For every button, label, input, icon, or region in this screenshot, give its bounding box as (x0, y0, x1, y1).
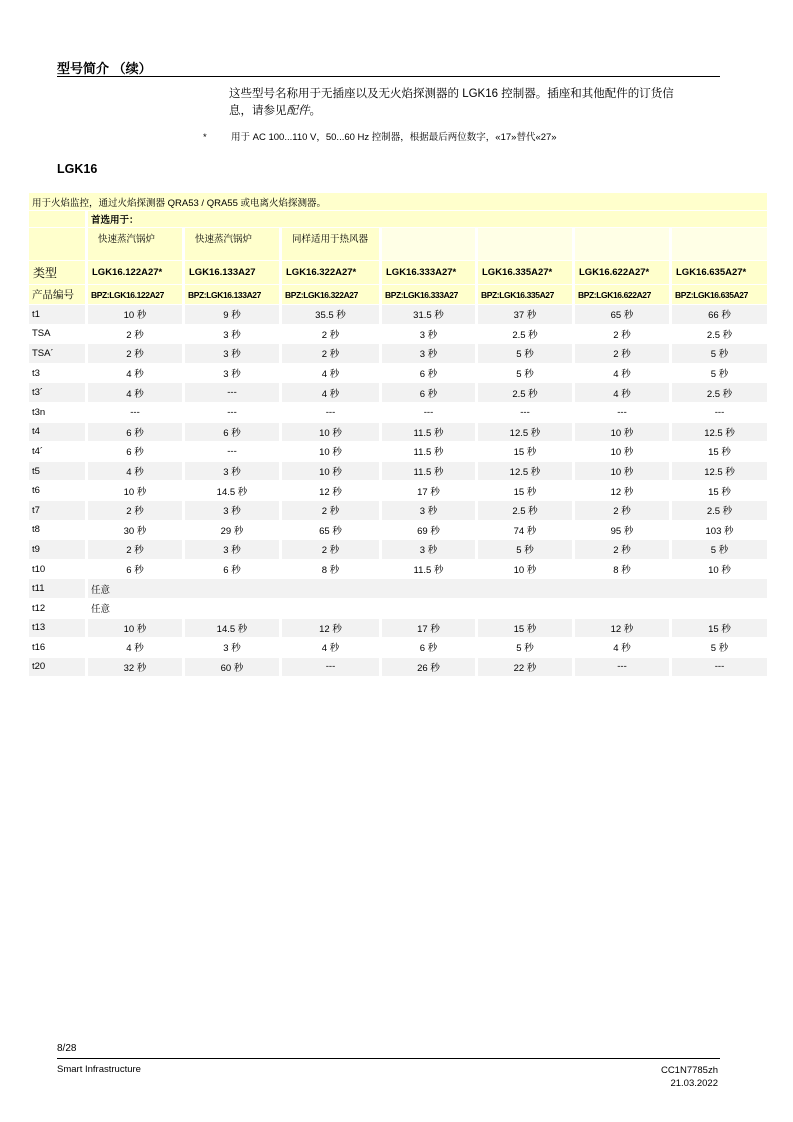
table-cell: 2 秒 (282, 344, 382, 364)
table-cell: 5 秒 (478, 540, 575, 560)
table-cell: 26 秒 (382, 658, 478, 678)
table-row (29, 481, 767, 501)
table-row (29, 423, 767, 443)
table-cell: 3 秒 (185, 540, 282, 560)
table-cell: 12 秒 (575, 481, 672, 501)
type-cell: LGK16.622A27* (575, 261, 672, 285)
table-cell: 2.5 秒 (672, 501, 767, 521)
table-cell: 6 秒 (382, 383, 478, 403)
table-cell: 12.5 秒 (672, 423, 767, 443)
table-cell: 2 秒 (88, 344, 185, 364)
table-cell: 2 秒 (88, 325, 185, 345)
table-cell: 10 秒 (575, 442, 672, 462)
table-cell: 2 秒 (575, 325, 672, 345)
table-cell: 8 秒 (282, 560, 382, 580)
table-cell: 4 秒 (575, 364, 672, 384)
table-cell: 15 秒 (672, 481, 767, 501)
table-cell: 11.5 秒 (382, 560, 478, 580)
table-row (29, 619, 767, 639)
table-cell: 8 秒 (575, 560, 672, 580)
table-cell: 29 秒 (185, 521, 282, 541)
doc-info (560, 1064, 718, 1090)
type-cell: LGK16.133A27 (185, 261, 282, 285)
table-cell: 6 秒 (382, 638, 478, 658)
row-label: TSA´ (29, 344, 88, 364)
product-cell: BPZ:LGK16.635A27 (672, 285, 767, 305)
table-cell: 15 秒 (672, 619, 767, 639)
table-cell: 5 秒 (478, 364, 575, 384)
table-cell: 17 秒 (382, 619, 478, 639)
preferred-label: 首选用于： (88, 211, 767, 228)
applications-row (29, 228, 767, 261)
row-label: t6 (29, 481, 88, 501)
table-cell: 2.5 秒 (672, 325, 767, 345)
type-cell: LGK16.635A27* (672, 261, 767, 285)
table-cell: 12.5 秒 (478, 423, 575, 443)
row-label: t16 (29, 638, 88, 658)
row-label: t13 (29, 619, 88, 639)
table-cell: 4 秒 (282, 638, 382, 658)
table-row (29, 344, 767, 364)
product-cell: BPZ:LGK16.322A27 (282, 285, 382, 305)
table-row (29, 560, 767, 580)
table-cell: --- (382, 403, 478, 423)
application-cell (478, 228, 575, 261)
product-cell: BPZ:LGK16.335A27 (478, 285, 575, 305)
table-cell: 65 秒 (282, 521, 382, 541)
table-cell: 14.5 秒 (185, 481, 282, 501)
table-cell: 2 秒 (575, 501, 672, 521)
table-cell: 3 秒 (185, 501, 282, 521)
table-row (29, 579, 767, 599)
table-row (29, 442, 767, 462)
table-cell: 95 秒 (575, 521, 672, 541)
table-cell: 30 秒 (88, 521, 185, 541)
intro-line-2-suffix: 。 (309, 105, 321, 117)
row-label: t3´ (29, 383, 88, 403)
application-cell: 快速蒸汽锅炉 (185, 228, 282, 261)
table-cell: 2 秒 (282, 325, 382, 345)
table-cell: 2.5 秒 (478, 325, 575, 345)
row-label: t4 (29, 423, 88, 443)
table-cell: --- (185, 383, 282, 403)
application-cell (382, 228, 478, 261)
title-divider (57, 76, 720, 77)
application-cell (672, 228, 767, 261)
table-cell: 6 秒 (88, 442, 185, 462)
table-cell: 10 秒 (88, 619, 185, 639)
table-cell: 4 秒 (575, 638, 672, 658)
table-cell: 31.5 秒 (382, 305, 478, 325)
type-cell: LGK16.122A27* (88, 261, 185, 285)
type-row (29, 261, 767, 285)
table-cell: 66 秒 (672, 305, 767, 325)
table-row (29, 462, 767, 482)
type-cell: LGK16.335A27* (478, 261, 575, 285)
row-label: t3 (29, 364, 88, 384)
table-cell: 5 秒 (672, 540, 767, 560)
table-cell: 3 秒 (382, 325, 478, 345)
row-label: t5 (29, 462, 88, 482)
table-cell: --- (575, 658, 672, 678)
spec-table (29, 193, 767, 677)
table-cell: --- (282, 658, 382, 678)
table-row (29, 521, 767, 541)
table-cell: --- (478, 403, 575, 423)
table-cell: 11.5 秒 (382, 462, 478, 482)
purpose-row (29, 193, 767, 211)
table-cell: 2.5 秒 (478, 383, 575, 403)
table-cell: 17 秒 (382, 481, 478, 501)
row-label: t4´ (29, 442, 88, 462)
table-cell: --- (672, 403, 767, 423)
table-cell: 3 秒 (382, 540, 478, 560)
table-cell: 9 秒 (185, 305, 282, 325)
type-cell: LGK16.322A27* (282, 261, 382, 285)
section-title: 型号简介 （续） (57, 61, 152, 76)
table-cell: 2 秒 (88, 540, 185, 560)
table-cell: 2 秒 (575, 540, 672, 560)
table-row (29, 364, 767, 384)
row-label: t9 (29, 540, 88, 560)
table-cell: --- (672, 658, 767, 678)
table-cell: 2 秒 (282, 540, 382, 560)
page-number: 8/28 (57, 1043, 77, 1054)
product-cell: BPZ:LGK16.133A27 (185, 285, 282, 305)
table-row (29, 599, 767, 619)
table-cell: 12.5 秒 (478, 462, 575, 482)
table-cell: 22 秒 (478, 658, 575, 678)
table-cell: 5 秒 (672, 364, 767, 384)
table-cell: 3 秒 (382, 344, 478, 364)
purpose-text: 用于火焰监控，通过火焰探测器 QRA53 / QRA55 或电离火焰探测器。 (29, 193, 767, 211)
row-label: t10 (29, 560, 88, 580)
table-cell: --- (282, 403, 382, 423)
table-cell: 74 秒 (478, 521, 575, 541)
table-cell: 5 秒 (478, 344, 575, 364)
table-cell: 35.5 秒 (282, 305, 382, 325)
table-cell: 65 秒 (575, 305, 672, 325)
row-label: t8 (29, 521, 88, 541)
table-cell: 14.5 秒 (185, 619, 282, 639)
table-cell: 4 秒 (282, 364, 382, 384)
table-cell: 3 秒 (382, 501, 478, 521)
table-cell: --- (185, 403, 282, 423)
table-cell: 任意 (88, 599, 767, 619)
row-label: t11 (29, 579, 88, 599)
table-cell: 11.5 秒 (382, 442, 478, 462)
row-label: t7 (29, 501, 88, 521)
blank-cell (29, 211, 88, 228)
table-cell: 4 秒 (575, 383, 672, 403)
table-cell: 15 秒 (478, 481, 575, 501)
table-row (29, 638, 767, 658)
table-cell: --- (575, 403, 672, 423)
type-label: 类型 (29, 261, 88, 285)
table-cell: 4 秒 (88, 364, 185, 384)
table-cell: 10 秒 (282, 423, 382, 443)
footnote (203, 129, 723, 143)
table-row (29, 383, 767, 403)
table-cell: 10 秒 (88, 305, 185, 325)
doc-id: CC1N7785zh (660, 1065, 718, 1076)
table-cell: 5 秒 (478, 638, 575, 658)
accessories-link[interactable]: 配件 (286, 105, 310, 117)
table-row (29, 501, 767, 521)
table-cell: 11.5 秒 (382, 423, 478, 443)
row-label: TSA (29, 325, 88, 345)
application-cell: 快速蒸汽锅炉 (88, 228, 185, 261)
table-cell: 10 秒 (478, 560, 575, 580)
application-cell (575, 228, 672, 261)
table-cell: 6 秒 (185, 560, 282, 580)
footer-divider (57, 1058, 720, 1059)
table-cell: 10 秒 (575, 423, 672, 443)
intro-line-2-prefix: 息，请参见 (229, 105, 287, 117)
table-cell: 6 秒 (185, 423, 282, 443)
row-label: t12 (29, 599, 88, 619)
table-cell: 任意 (88, 579, 767, 599)
table-cell: 60 秒 (185, 658, 282, 678)
table-cell: 4 秒 (282, 383, 382, 403)
footnote-text: 用于 AC 100...110 V，50...60 Hz 控制器，根据最后两位数字，«17»替代«27» (231, 132, 557, 143)
intro-line-1: 这些型号名称用于无插座以及无火焰探测器的 LGK16 控制器。插座和其他配件的订货信 (229, 88, 674, 100)
table-cell: --- (88, 403, 185, 423)
row-label: t3n (29, 403, 88, 423)
table-cell: 69 秒 (382, 521, 478, 541)
table-cell: 3 秒 (185, 344, 282, 364)
table-cell: 3 秒 (185, 325, 282, 345)
table-cell: 6 秒 (382, 364, 478, 384)
intro-paragraph (229, 86, 719, 120)
table-row (29, 658, 767, 678)
product-cell: BPZ:LGK16.622A27 (575, 285, 672, 305)
table-cell: 10 秒 (282, 442, 382, 462)
table-cell: 2 秒 (575, 344, 672, 364)
table-cell: 15 秒 (478, 619, 575, 639)
subheading: LGK16 (57, 162, 98, 176)
table-row (29, 403, 767, 423)
table-row (29, 540, 767, 560)
preferred-row (29, 211, 767, 228)
table-cell: 2 秒 (282, 501, 382, 521)
table-cell: 4 秒 (88, 383, 185, 403)
table-cell: 32 秒 (88, 658, 185, 678)
table-cell: 6 秒 (88, 423, 185, 443)
table-row (29, 325, 767, 345)
table-cell: 10 秒 (672, 560, 767, 580)
table-cell: 5 秒 (672, 638, 767, 658)
table-cell: 10 秒 (88, 481, 185, 501)
product-cell: BPZ:LGK16.333A27 (382, 285, 478, 305)
table-cell: --- (185, 442, 282, 462)
table-cell: 37 秒 (478, 305, 575, 325)
table-row (29, 305, 767, 325)
table-cell: 6 秒 (88, 560, 185, 580)
type-cell: LGK16.333A27* (382, 261, 478, 285)
row-label: t1 (29, 305, 88, 325)
table-cell: 12 秒 (575, 619, 672, 639)
table-cell: 5 秒 (672, 344, 767, 364)
table-cell: 4 秒 (88, 462, 185, 482)
product-cell: BPZ:LGK16.122A27 (88, 285, 185, 305)
application-cell: 同样适用于热风器 (282, 228, 382, 261)
product-row (29, 285, 767, 305)
table-cell: 2 秒 (88, 501, 185, 521)
blank-cell (29, 228, 88, 261)
company-name: Smart Infrastructure (57, 1064, 141, 1075)
table-cell: 15 秒 (478, 442, 575, 462)
table-cell: 10 秒 (282, 462, 382, 482)
row-label: t20 (29, 658, 88, 678)
table-cell: 2.5 秒 (672, 383, 767, 403)
table-cell: 4 秒 (88, 638, 185, 658)
table-cell: 3 秒 (185, 364, 282, 384)
table-cell: 12 秒 (282, 619, 382, 639)
product-label: 产品编号 (29, 285, 88, 305)
table-cell: 103 秒 (672, 521, 767, 541)
table-cell: 3 秒 (185, 638, 282, 658)
table-cell: 12 秒 (282, 481, 382, 501)
footnote-star: * (203, 132, 207, 143)
table-cell: 15 秒 (672, 442, 767, 462)
table-cell: 2.5 秒 (478, 501, 575, 521)
table-cell: 12.5 秒 (672, 462, 767, 482)
table-cell: 10 秒 (575, 462, 672, 482)
doc-date: 21.03.2022 (670, 1078, 718, 1089)
table-cell: 3 秒 (185, 462, 282, 482)
